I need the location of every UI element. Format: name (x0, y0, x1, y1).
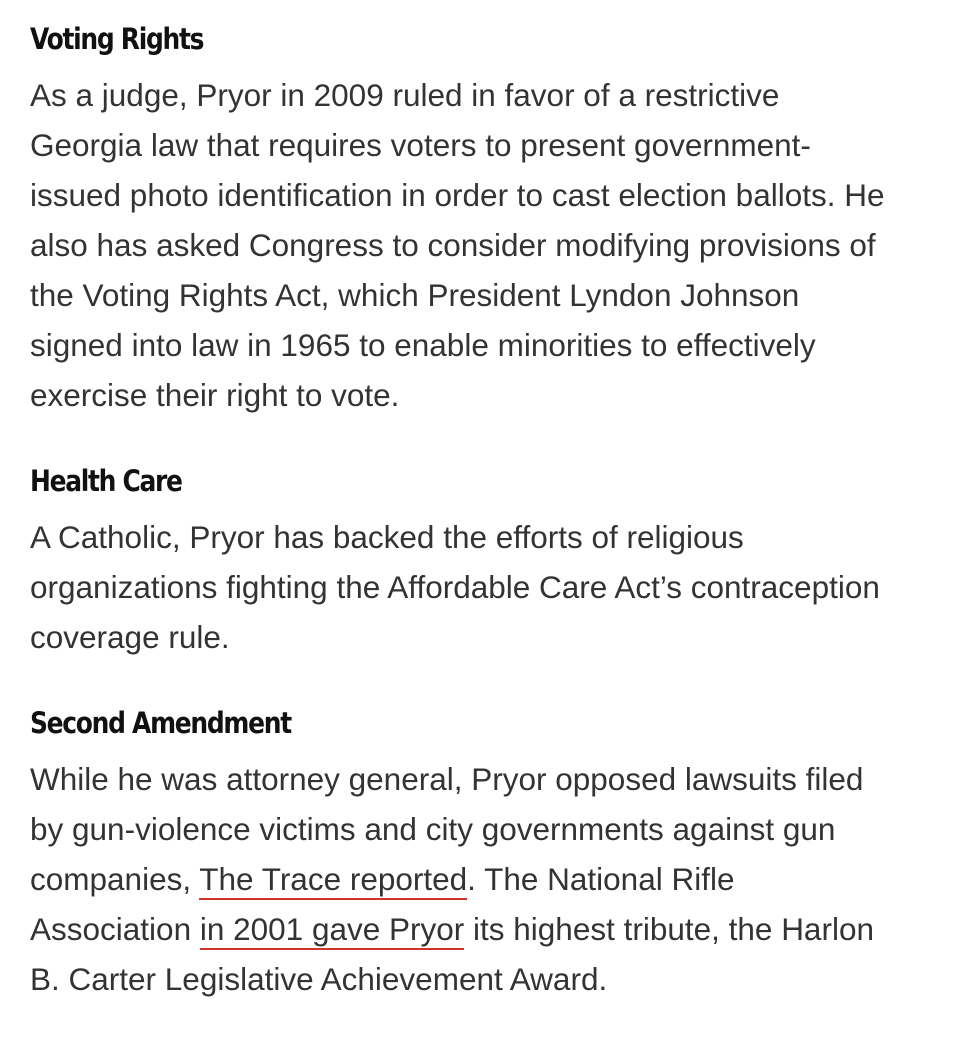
paragraph-line: issued photo identification in order to cast election ballots. He (30, 177, 885, 213)
paragraph-line: also has asked Congress to consider modifying provisions of (30, 227, 876, 263)
paragraph-line: signed into law in 1965 to enable minorities to effectively (30, 327, 816, 363)
paragraph-line: Georgia law that requires voters to present government- (30, 127, 811, 163)
paragraph-line (30, 904, 965, 954)
in-2001-gave-pryor-link[interactable]: in 2001 gave Pryor (200, 911, 464, 950)
section-health-care (30, 456, 965, 662)
line-text: companies, (30, 861, 200, 897)
section-second-amendment (30, 698, 965, 1004)
line-text: its highest tribute, the Harlon (464, 911, 874, 947)
paragraph-line: organizations fighting the Affordable Care Act’s contraception (30, 569, 880, 605)
paragraph-line: the Voting Rights Act, which President Lyndon Johnson (30, 277, 800, 313)
line-text: . The National Rifle (467, 861, 735, 897)
section-heading: Second Amendment (30, 706, 291, 740)
section-paragraph (30, 512, 965, 662)
paragraph-line: by gun-violence victims and city governments against gun (30, 811, 836, 847)
section-paragraph (30, 70, 965, 420)
section-heading: Voting Rights (30, 22, 204, 56)
paragraph-line (30, 854, 965, 904)
line-text: Association (30, 911, 200, 947)
section-voting-rights (30, 14, 965, 420)
paragraph-line: exercise their right to vote. (30, 377, 400, 413)
paragraph-line: While he was attorney general, Pryor opposed lawsuits filed (30, 761, 864, 797)
article-body (30, 14, 965, 1004)
paragraph-line: As a judge, Pryor in 2009 ruled in favor of a restrictive (30, 77, 780, 113)
paragraph-line: B. Carter Legislative Achievement Award. (30, 961, 608, 997)
section-heading: Health Care (30, 464, 182, 498)
paragraph-line: A Catholic, Pryor has backed the efforts of religious (30, 519, 744, 555)
the-trace-reported-link[interactable]: The Trace reported (199, 861, 467, 900)
section-paragraph (30, 754, 965, 1004)
paragraph-line: coverage rule. (30, 619, 230, 655)
